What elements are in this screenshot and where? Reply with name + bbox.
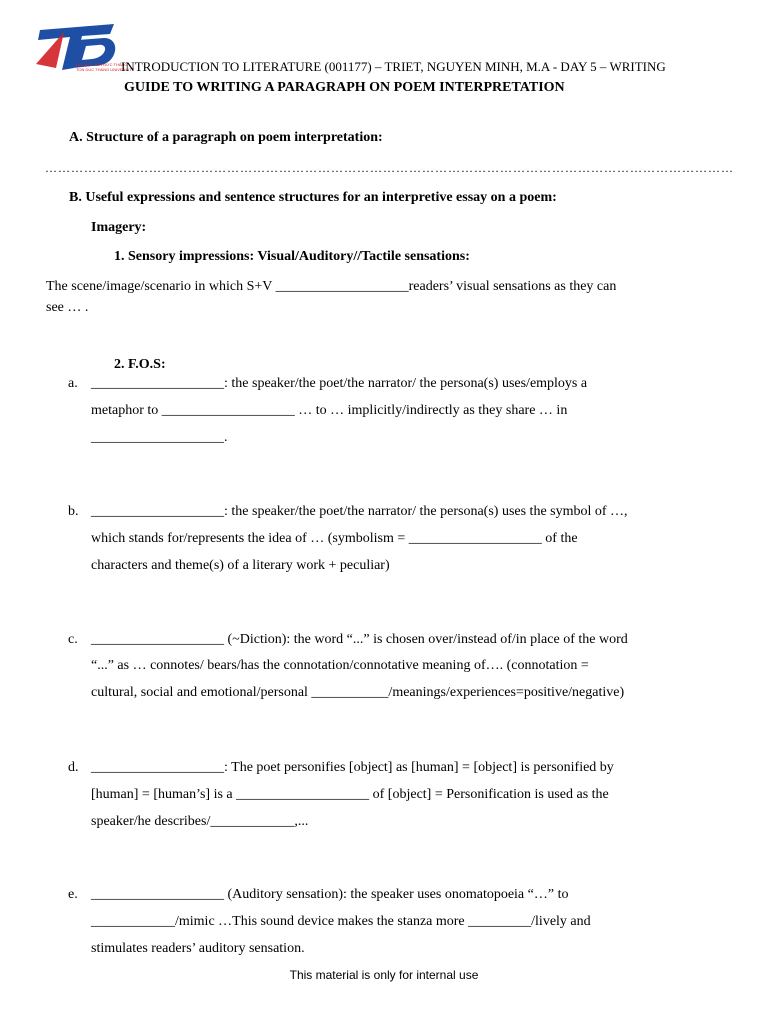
page-footer: This material is only for internal use bbox=[289, 968, 479, 982]
dotted-answer-line: …………………………………………………………………………………………………………………………………………… bbox=[45, 161, 734, 175]
list-marker-d: d. bbox=[68, 760, 79, 775]
list-marker-a: a. bbox=[68, 376, 78, 391]
item-b-line-2: which stands for/represents the idea of … (symbolism = ___________________ of the bbox=[91, 531, 578, 546]
item-b-line-1: ___________________: the speaker/the poet/the narrator/ the persona(s) uses the symbol of …, bbox=[91, 504, 628, 519]
logo-tagline-en: TON DUC THANG UNIVERSITY bbox=[76, 67, 135, 72]
item-a-line-1: ___________________: the speaker/the poet/the narrator/ the persona(s) uses/employs a bbox=[91, 376, 588, 391]
item-a-line-2: metaphor to ___________________ … to … implicitly/indirectly as they share … in bbox=[91, 403, 568, 418]
list-marker-e: e. bbox=[68, 887, 78, 902]
item-a-line-3: ___________________. bbox=[91, 430, 228, 445]
course-header: INTRODUCTION TO LITERATURE (001177) – TRIET, NGUYEN MINH, M.A - DAY 5 – WRITING bbox=[121, 59, 666, 74]
logo-tagline-vn: ĐẠI HỌC TÔN ĐỨC THẮNG bbox=[76, 62, 128, 67]
item-b-line-3: characters and theme(s) of a literary work + peculiar) bbox=[91, 558, 390, 573]
item-d-line-2: [human] = [human’s] is a ___________________ of [object] = Personification is used as the bbox=[91, 787, 609, 802]
item-c-line-2: “...” as … connotes/ bears/has the connotation/connotative meaning of…. (connotation = bbox=[91, 658, 589, 673]
item-d-line-3: speaker/he describes/____________,... bbox=[91, 814, 309, 829]
item-1-text-line-2: see … . bbox=[46, 300, 89, 315]
imagery-heading: Imagery: bbox=[91, 220, 147, 235]
section-b-heading: B. Useful expressions and sentence structures for an interpretive essay on a poem: bbox=[69, 190, 557, 205]
item-d-line-1: ___________________: The poet personifies [object] as [human] = [object] is personified by bbox=[91, 760, 614, 775]
list-marker-c: c. bbox=[68, 632, 78, 647]
item-1-text-line-1: The scene/image/scenario in which S+V ___________________readers’ visual sensations as they can bbox=[46, 279, 617, 294]
item-e-line-3: stimulates readers’ auditory sensation. bbox=[91, 941, 305, 956]
section-a-heading: A. Structure of a paragraph on poem interpretation: bbox=[69, 130, 383, 145]
university-logo bbox=[34, 24, 135, 74]
item-1-heading: 1. Sensory impressions: Visual/Auditory//Tactile sensations: bbox=[114, 249, 470, 264]
item-e-line-2: ____________/mimic …This sound device makes the stanza more _________/lively and bbox=[91, 914, 591, 929]
list-marker-b: b. bbox=[68, 504, 79, 519]
item-c-line-1: ___________________ (~Diction): the word “...” is chosen over/instead of/in place of the word bbox=[91, 632, 628, 647]
item-e-line-1: ___________________ (Auditory sensation): the speaker uses onomatopoeia “…” to bbox=[91, 887, 569, 902]
item-c-line-3: cultural, social and emotional/personal ___________/meanings/experiences=positive/negative) bbox=[91, 685, 625, 700]
item-2-heading: 2. F.O.S: bbox=[114, 357, 166, 372]
page-title: GUIDE TO WRITING A PARAGRAPH ON POEM INTERPRETATION bbox=[124, 80, 565, 95]
